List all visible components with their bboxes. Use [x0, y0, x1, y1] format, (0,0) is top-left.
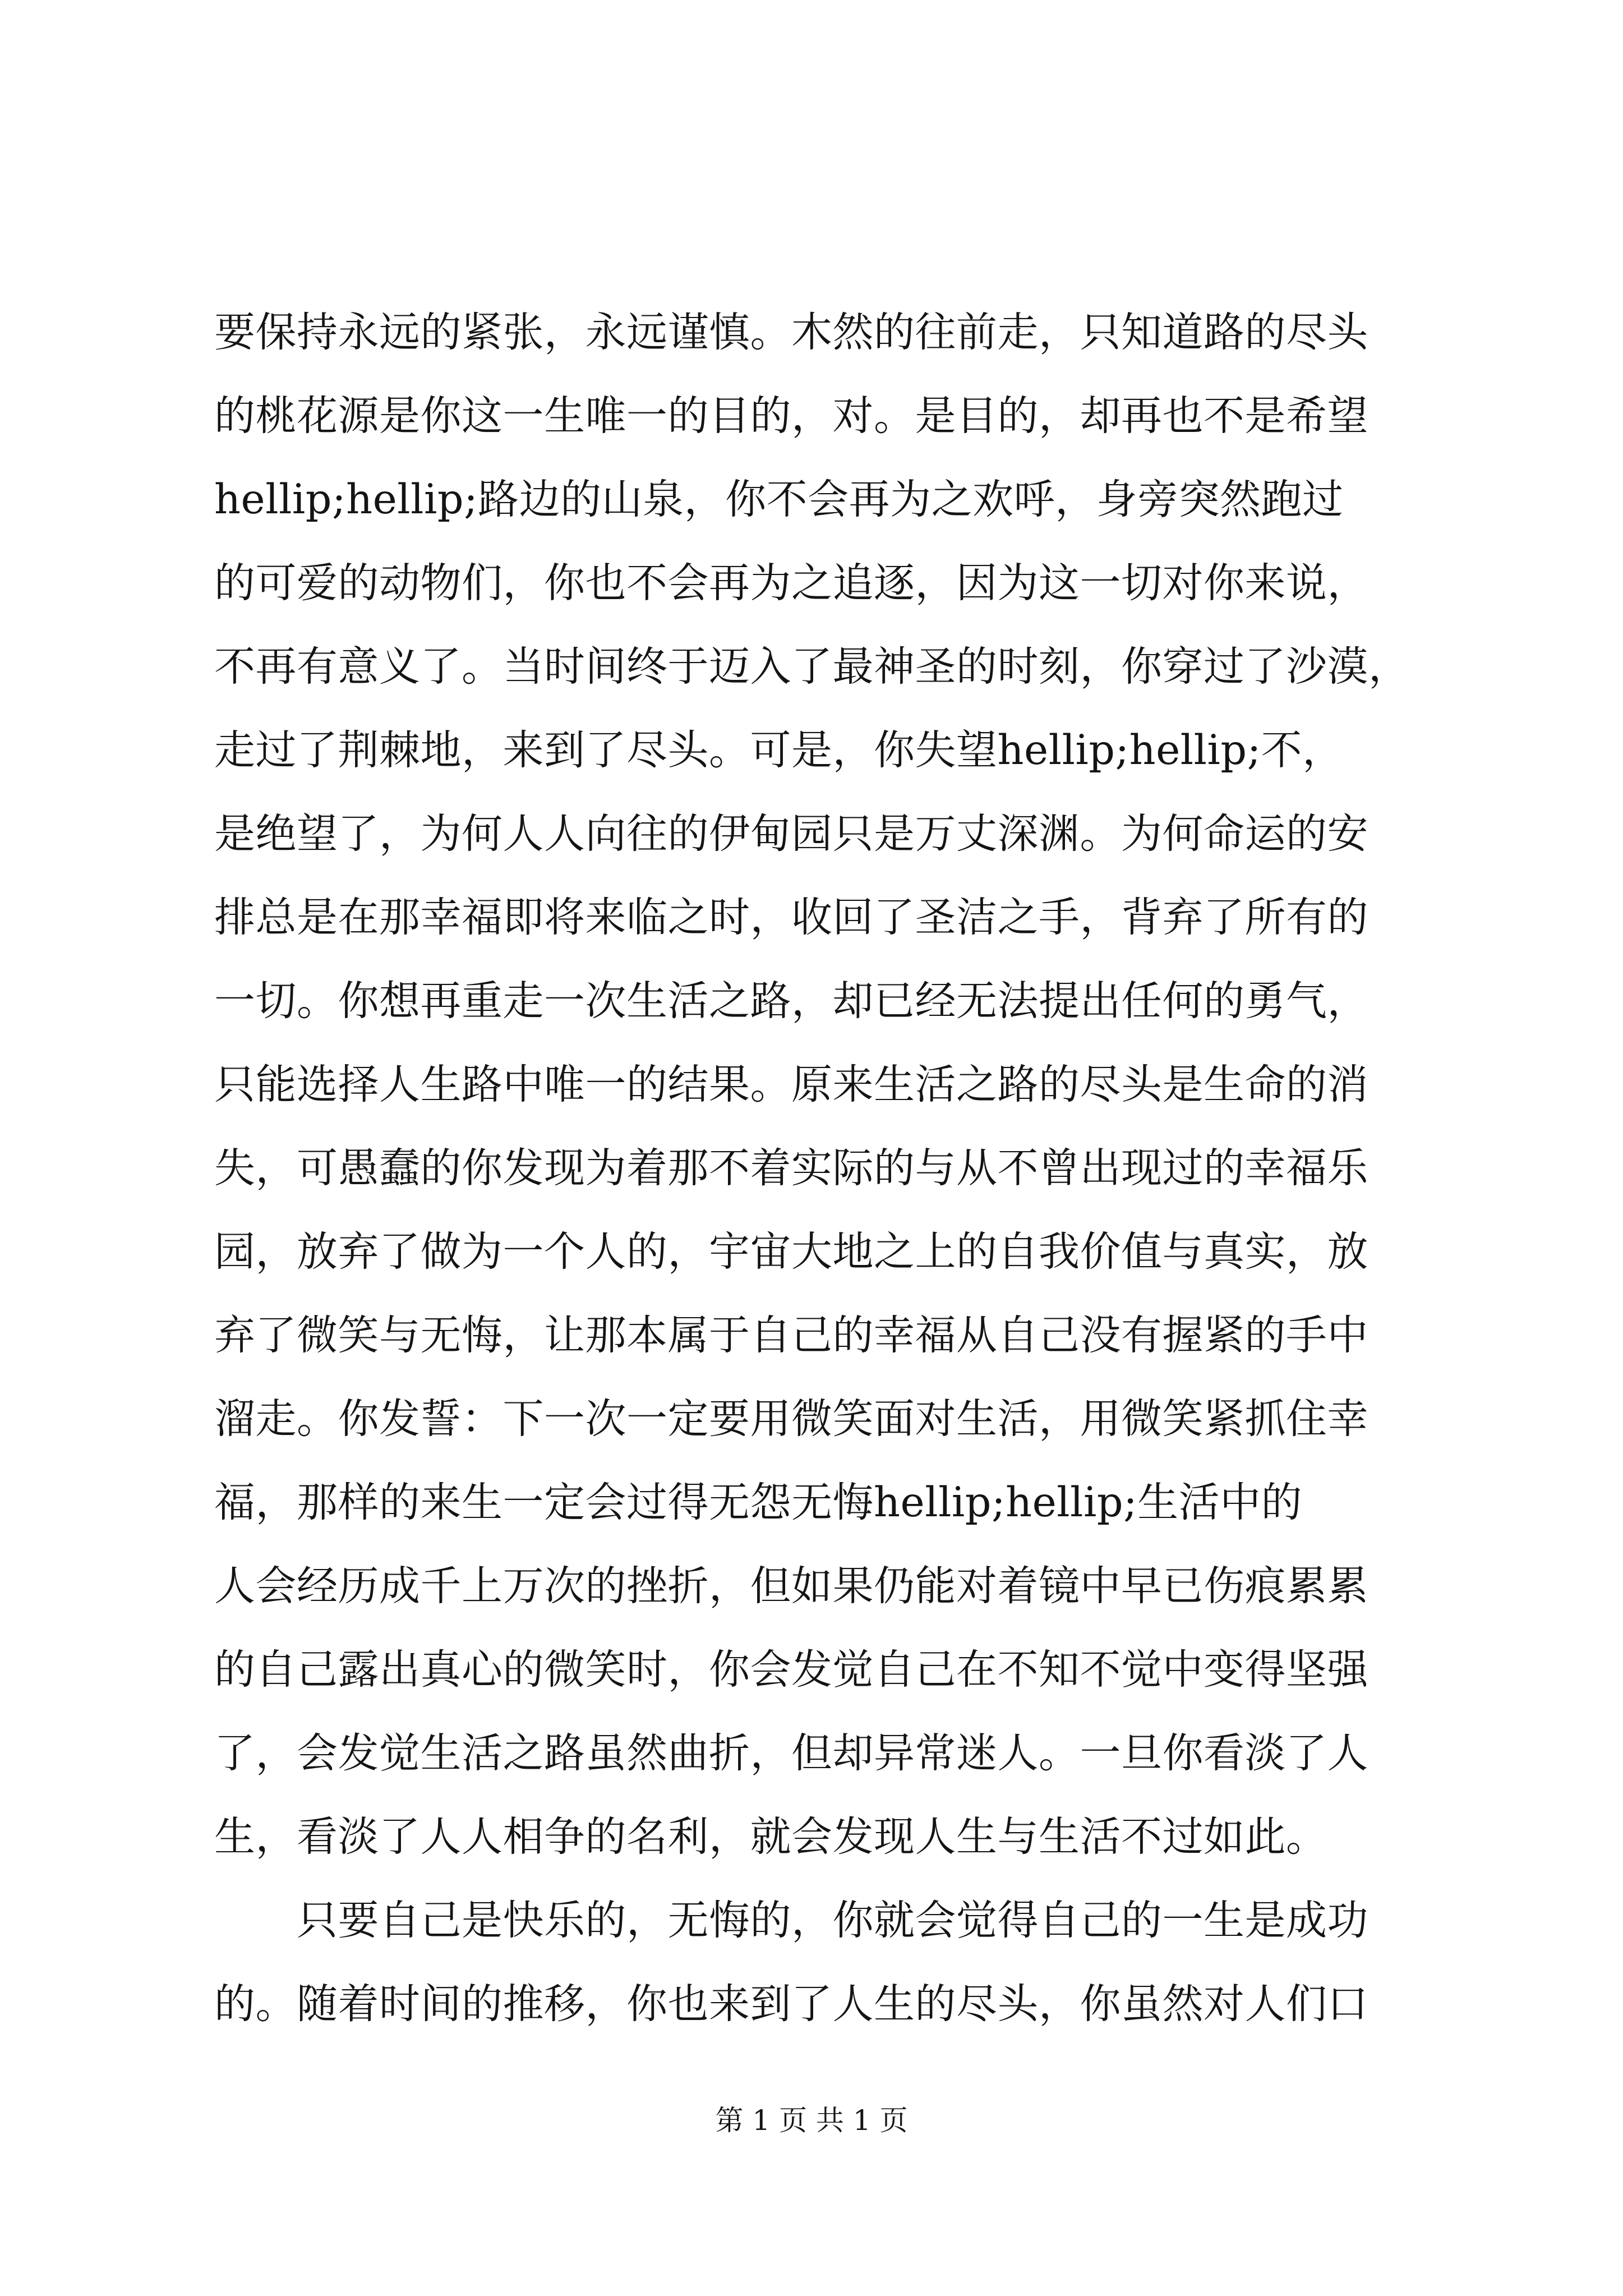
text-line: 排总是在那幸福即将来临之时，收回了圣洁之手，背弃了所有的: [214, 894, 1368, 941]
body-text: [214, 291, 1426, 2046]
text-line: 不再有意义了。当时间终于迈入了最神圣的时刻，你穿过了沙漠，: [214, 643, 1410, 691]
text-line: 弃了微笑与无悔，让那本属于自己的幸福从自己没有握紧的手中: [214, 1312, 1368, 1359]
text-line: 是绝望了，为何人人向往的伊甸园只是万丈深渊。为何命运的安: [214, 810, 1368, 858]
text-line: 了，会发觉生活之路虽然曲折，但却异常迷人。一旦你看淡了人: [214, 1729, 1368, 1777]
text-line: 福，那样的来生一定会过得无怨无悔hellip;hellip;生活中的: [214, 1479, 1303, 1526]
text-line: 的。随着时间的推移，你也来到了人生的尽头，你虽然对人们口: [214, 1980, 1368, 2028]
paragraph-first-line: 只要自己是快乐的，无悔的，你就会觉得自己的一生是成功: [214, 1897, 1368, 1944]
text-line: 的自己露出真心的微笑时，你会发觉自己在不知不觉中变得坚强: [214, 1646, 1368, 1694]
text-line: 要保持永远的紧张，永远谨慎。木然的往前走，只知道路的尽头: [214, 309, 1368, 356]
text-line: 失，可愚蠢的你发现为着那不着实际的与从不曾出现过的幸福乐: [214, 1144, 1368, 1192]
text-line: 走过了荆棘地，来到了尽头。可是，你失望hellip;hellip;不，: [214, 726, 1344, 774]
text-line: 一切。你想再重走一次生活之路，却已经无法提出任何的勇气，: [214, 977, 1368, 1025]
text-line: 只能选择人生路中唯一的结果。原来生活之路的尽头是生命的消: [214, 1061, 1368, 1108]
text-line: 生，看淡了人人相争的名利，就会发现人生与生活不过如此。: [214, 1813, 1327, 1861]
text-line: 的可爱的动物们，你也不会再为之追逐，因为这一切对你来说，: [214, 559, 1368, 607]
text-line: 园，放弃了做为一个人的，宇宙大地之上的自我价值与真实，放: [214, 1228, 1368, 1276]
text-line: hellip;hellip;路边的山泉，你不会再为之欢呼，身旁突然跑过: [214, 476, 1344, 523]
page-number-footer: 第 1 页 共 1 页: [715, 2104, 908, 2137]
text-line: 溜走。你发誓：下一次一定要用微笑面对生活，用微笑紧抓住幸: [214, 1395, 1368, 1443]
text-line: 的桃花源是你这一生唯一的目的，对。是目的，却再也不是希望: [214, 392, 1368, 440]
text-line: 人会经历成千上万次的挫折，但如果仍能对着镜中早已伤痕累累: [214, 1562, 1368, 1610]
